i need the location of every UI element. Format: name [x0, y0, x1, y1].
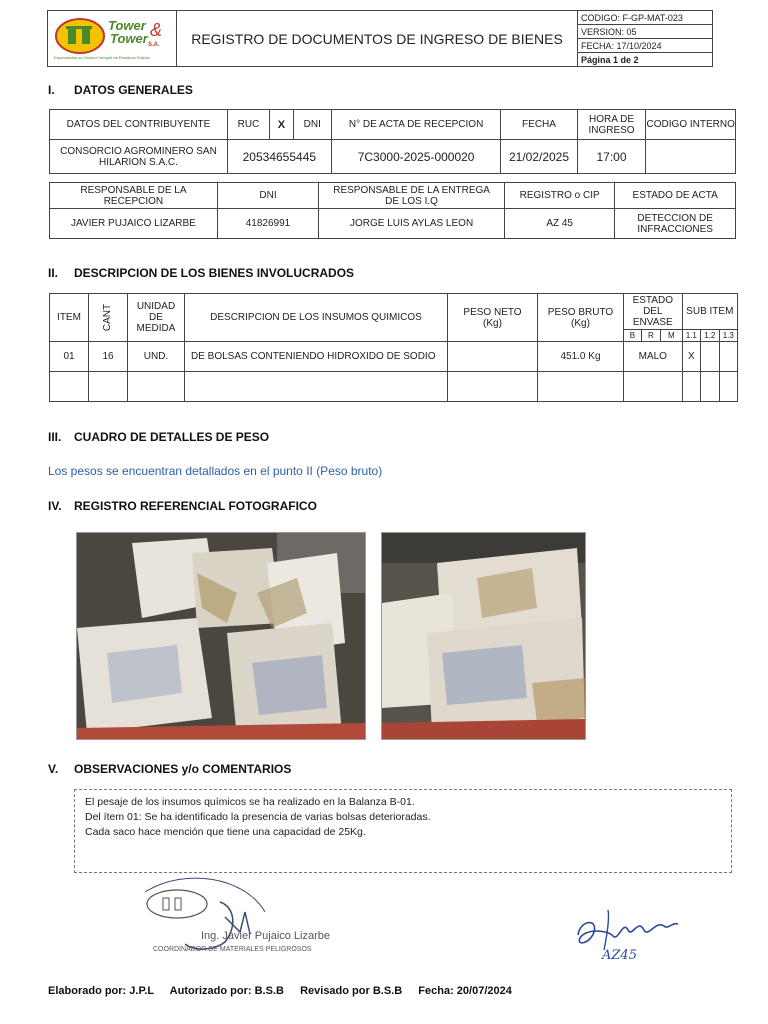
col-estado-acta: ESTADO DE ACTA — [615, 183, 736, 209]
col-x: X — [270, 110, 294, 140]
section-title: CUADRO DE DETALLES DE PESO — [74, 430, 270, 444]
col-estado-b: B — [624, 330, 642, 342]
section-title: DESCRIPCION DE LOS BIENES INVOLUCRADOS — [74, 266, 355, 280]
sacks-photo-2 — [382, 533, 585, 739]
section-4-heading — [48, 499, 317, 513]
section-title: DATOS GENERALES — [74, 83, 193, 97]
row-estado: MALO — [624, 342, 683, 372]
goods-table — [49, 293, 738, 402]
col-estado-m: M — [660, 330, 682, 342]
col-sub-3: 1.3 — [719, 330, 738, 342]
doc-page: Página 1 de 2 — [578, 53, 713, 67]
comment-line: Del ítem 01: Se ha identificado la presencia de varias bolsas deterioradas. — [85, 811, 431, 823]
col-peso-neto: PESO NETO (Kg) — [448, 294, 538, 342]
table-row — [50, 342, 738, 372]
weights-note: Los pesos se encuentran detallados en el punto II (Peso bruto) — [48, 464, 383, 478]
general-data-table — [49, 109, 736, 174]
stamp-name: Ing. Javier Pujaico Lizarbe — [201, 930, 331, 942]
row-sub-3 — [719, 342, 738, 372]
signature-right — [568, 900, 688, 970]
row-peso-bruto: 451.0 Kg — [538, 342, 624, 372]
acta-value: 7C3000-2025-000020 — [331, 140, 501, 174]
col-entrega: RESPONSABLE DE LA ENTREGA DE LOS I.Q — [319, 183, 505, 209]
row-descripcion: DE BOLSAS CONTENIENDO HIDROXIDO DE SODIO — [185, 342, 448, 372]
col-responsable: RESPONSABLE DE LA RECEPCION — [50, 183, 218, 209]
logo-ampersand: & — [150, 19, 163, 40]
comments-box — [74, 789, 732, 873]
col-unidad: UNIDAD DE MEDIDA — [128, 294, 185, 342]
col-sub-2: 1.2 — [701, 330, 719, 342]
col-peso-bruto: PESO BRUTO (Kg) — [538, 294, 624, 342]
section-5-heading — [48, 762, 291, 776]
doc-date: FECHA: 17/10/2024 — [578, 39, 713, 53]
ruc-value: 20534655445 — [227, 140, 331, 174]
col-dni-resp: DNI — [217, 183, 318, 209]
footer — [48, 985, 512, 997]
logo-text: Tower — [108, 17, 146, 33]
col-ruc: RUC — [227, 110, 269, 140]
col-item: ITEM — [50, 294, 89, 342]
col-codigo: CODIGO INTERNO — [646, 110, 736, 140]
footer-fecha: Fecha: 20/07/2024 — [418, 985, 512, 997]
photo-1 — [76, 532, 366, 740]
entrega-value: JORGE LUIS AYLAS LEON — [319, 209, 505, 239]
col-fecha: FECHA — [501, 110, 577, 140]
logo-sa: S.A. — [148, 41, 160, 48]
section-number: IV. — [48, 499, 62, 513]
col-registro: REGISTRO o CIP — [505, 183, 615, 209]
col-sub-item: SUB ITEM — [682, 294, 737, 330]
document-title: REGISTRO DE DOCUMENTOS DE INGRESO DE BIENES — [177, 11, 578, 67]
logo-text-2: Tower — [110, 30, 148, 46]
stamp-signature — [125, 872, 355, 962]
dni-value: 41826991 — [217, 209, 318, 239]
fecha-value: 21/02/2025 — [501, 140, 577, 174]
comment-line: El pesaje de los insumos químicos se ha realizado en la Balanza B-01. — [85, 796, 415, 808]
col-cant-label: CANT — [102, 303, 114, 332]
hora-value: 17:00 — [577, 140, 646, 174]
col-dni: DNI — [293, 110, 331, 140]
col-cant — [89, 294, 128, 342]
sacks-photo-1 — [77, 533, 365, 739]
codigo-value — [646, 140, 736, 174]
col-sub-1: 1.1 — [682, 330, 700, 342]
signature-text: AZ45 — [602, 948, 637, 963]
col-descripcion: DESCRIPCION DE LOS INSUMOS QUIMICOS — [185, 294, 448, 342]
section-number: V. — [48, 762, 59, 776]
footer-revisado: Revisado por B.S.B — [300, 985, 403, 997]
responsable-value: JAVIER PUJAICO LIZARBE — [50, 209, 218, 239]
col-contribuyente: DATOS DEL CONTRIBUYENTE — [50, 110, 228, 140]
reception-table — [49, 182, 736, 239]
section-number: III. — [48, 430, 62, 444]
table-row-empty — [50, 372, 738, 402]
section-1-heading — [48, 83, 193, 97]
row-item: 01 — [50, 342, 89, 372]
doc-version: VERSION: 05 — [578, 25, 713, 39]
section-2-heading — [48, 266, 354, 280]
stamp-role: COORDINADOR DE MATERIALES PELIGROSOS — [153, 946, 312, 953]
row-cant: 16 — [89, 342, 128, 372]
row-unidad: UND. — [128, 342, 185, 372]
footer-autorizado: Autorizado por: B.S.B — [169, 985, 284, 997]
footer-elaborado: Elaborado por: J.P.L — [48, 985, 154, 997]
header-table — [47, 10, 713, 67]
logo-cell — [48, 11, 177, 67]
section-3-heading — [48, 430, 269, 444]
row-sub-2 — [701, 342, 719, 372]
col-estado-envase: ESTADO DEL ENVASE — [624, 294, 683, 330]
logo-tagline: Especialistas en Gestion Integral de Residuos Solidos — [54, 54, 150, 60]
col-estado-r: R — [641, 330, 660, 342]
row-sub-1: X — [682, 342, 700, 372]
section-number: I. — [48, 83, 55, 97]
contribuyente-value: CONSORCIO AGROMINERO SAN HILARION S.A.C. — [50, 140, 228, 174]
company-logo — [52, 14, 172, 64]
section-title: OBSERVACIONES y/o COMENTARIOS — [74, 762, 292, 776]
estado-acta-value: DETECCION DE INFRACCIONES — [615, 209, 736, 239]
col-hora: HORA DE INGRESO — [577, 110, 646, 140]
photo-2 — [381, 532, 586, 740]
section-number: II. — [48, 266, 59, 280]
comment-line: Cada saco hace mención que tiene una capacidad de 25Kg. — [85, 826, 366, 838]
registro-value: AZ 45 — [505, 209, 615, 239]
section-title: REGISTRO REFERENCIAL FOTOGRAFICO — [74, 499, 317, 513]
col-acta: N° DE ACTA DE RECEPCION — [331, 110, 501, 140]
row-peso-neto — [448, 342, 538, 372]
doc-code: CODIGO: F-GP-MAT-023 — [578, 11, 713, 25]
